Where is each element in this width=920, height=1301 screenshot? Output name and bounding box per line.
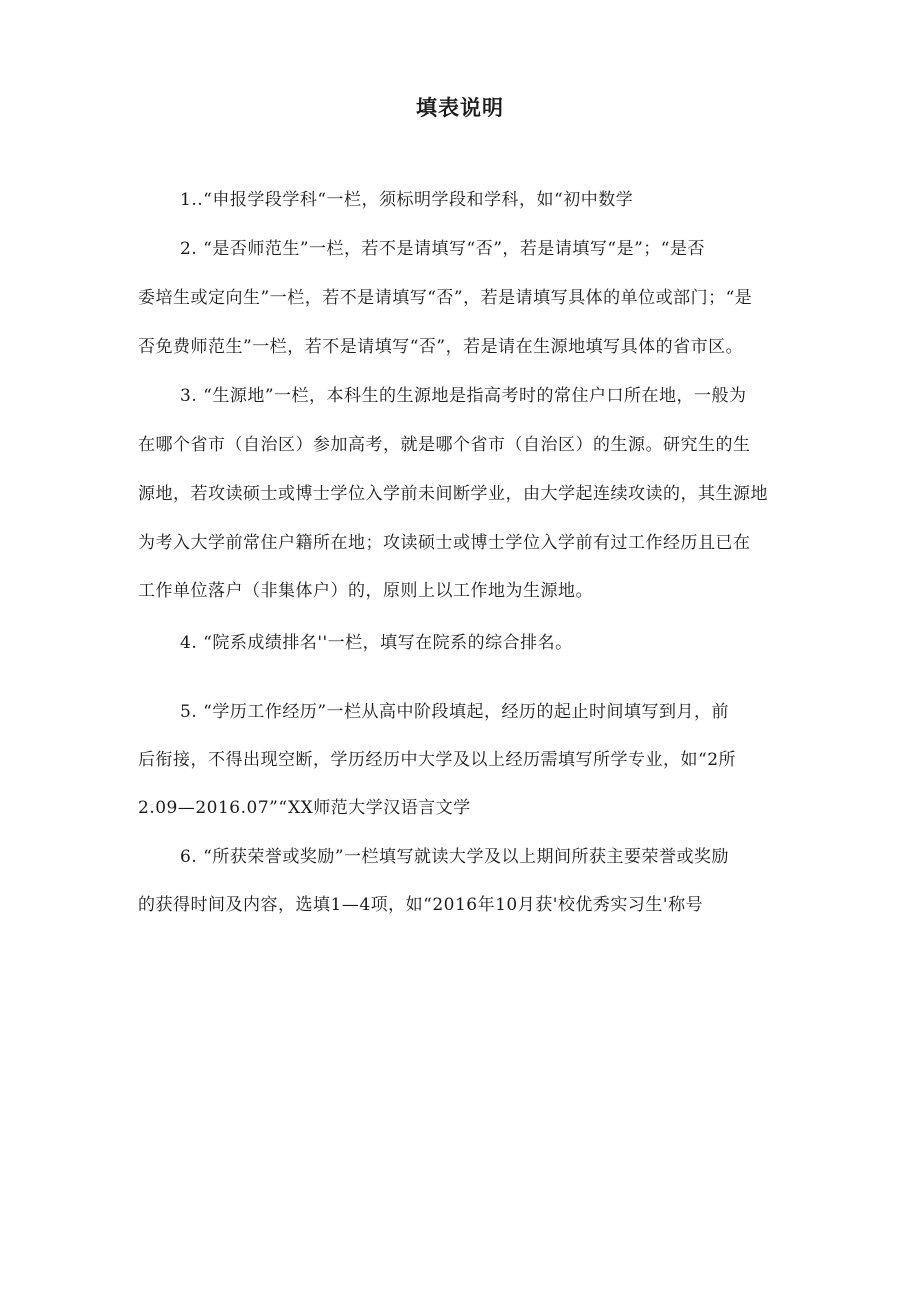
instruction-5-line-2: 后衔接，不得出现空断，学历经历中大学及以上经历需填写所学专业，如“2所 <box>138 750 737 770</box>
instruction-3-line-4: 为考入大学前常住户籍所在地；攻读硕士或博士学位入学前有过工作经历且已在 <box>138 533 751 553</box>
instruction-5-line-3: 2.09—2016.07”“XX师范大学汉语言文学 <box>138 798 471 818</box>
instruction-2-line-1: 2. “是否师范生”一栏，若不是请填写“否”，若是请填写“是”；“是否 <box>180 239 705 259</box>
instruction-6-line-1: 6. “所获荣誉或奖励”一栏填写就读大学及以上期间所获主要荣誉或奖励 <box>180 847 730 867</box>
instruction-4-line-1: 4. “院系成绩排名''一栏，填写在院系的综合排名。 <box>180 633 573 653</box>
instruction-3-line-5: 工作单位落户（非集体户）的，原则上以工作地为生源地。 <box>138 581 593 601</box>
instruction-3-line-1: 3. “生源地”一栏，本科生的生源地是指高考时的常住户口所在地，一般为 <box>180 386 747 406</box>
instruction-1-line-1: 1..“申报学段学科“一栏，须标明学段和学科，如“初中数学 <box>180 190 634 210</box>
instruction-5-line-1: 5. “学历工作经历”一栏从高中阶段填起，经历的起止时间填写到月，前 <box>180 702 730 722</box>
instruction-2-line-3: 否免费师范生”一栏，若不是请填写“否”，若是请在生源地填写具体的省市区。 <box>138 337 744 357</box>
instruction-3-line-3: 源地，若攻读硕士或博士学位入学前未间断学业，由大学起连续攻读的，其生源地 <box>138 484 768 504</box>
instruction-6-line-2: 的获得时间及内容，选填1—4项，如“2016年10月获'校优秀实习生'称号 <box>138 895 704 915</box>
page-title: 填表说明 <box>416 96 504 120</box>
instruction-3-line-2: 在哪个省市（自治区）参加高考，就是哪个省市（自治区）的生源。研究生的生 <box>138 435 751 455</box>
instruction-2-line-2: 委培生或定向生”一栏，若不是请填写“否”，若是请填写具体的单位或部门；“是 <box>138 288 753 308</box>
